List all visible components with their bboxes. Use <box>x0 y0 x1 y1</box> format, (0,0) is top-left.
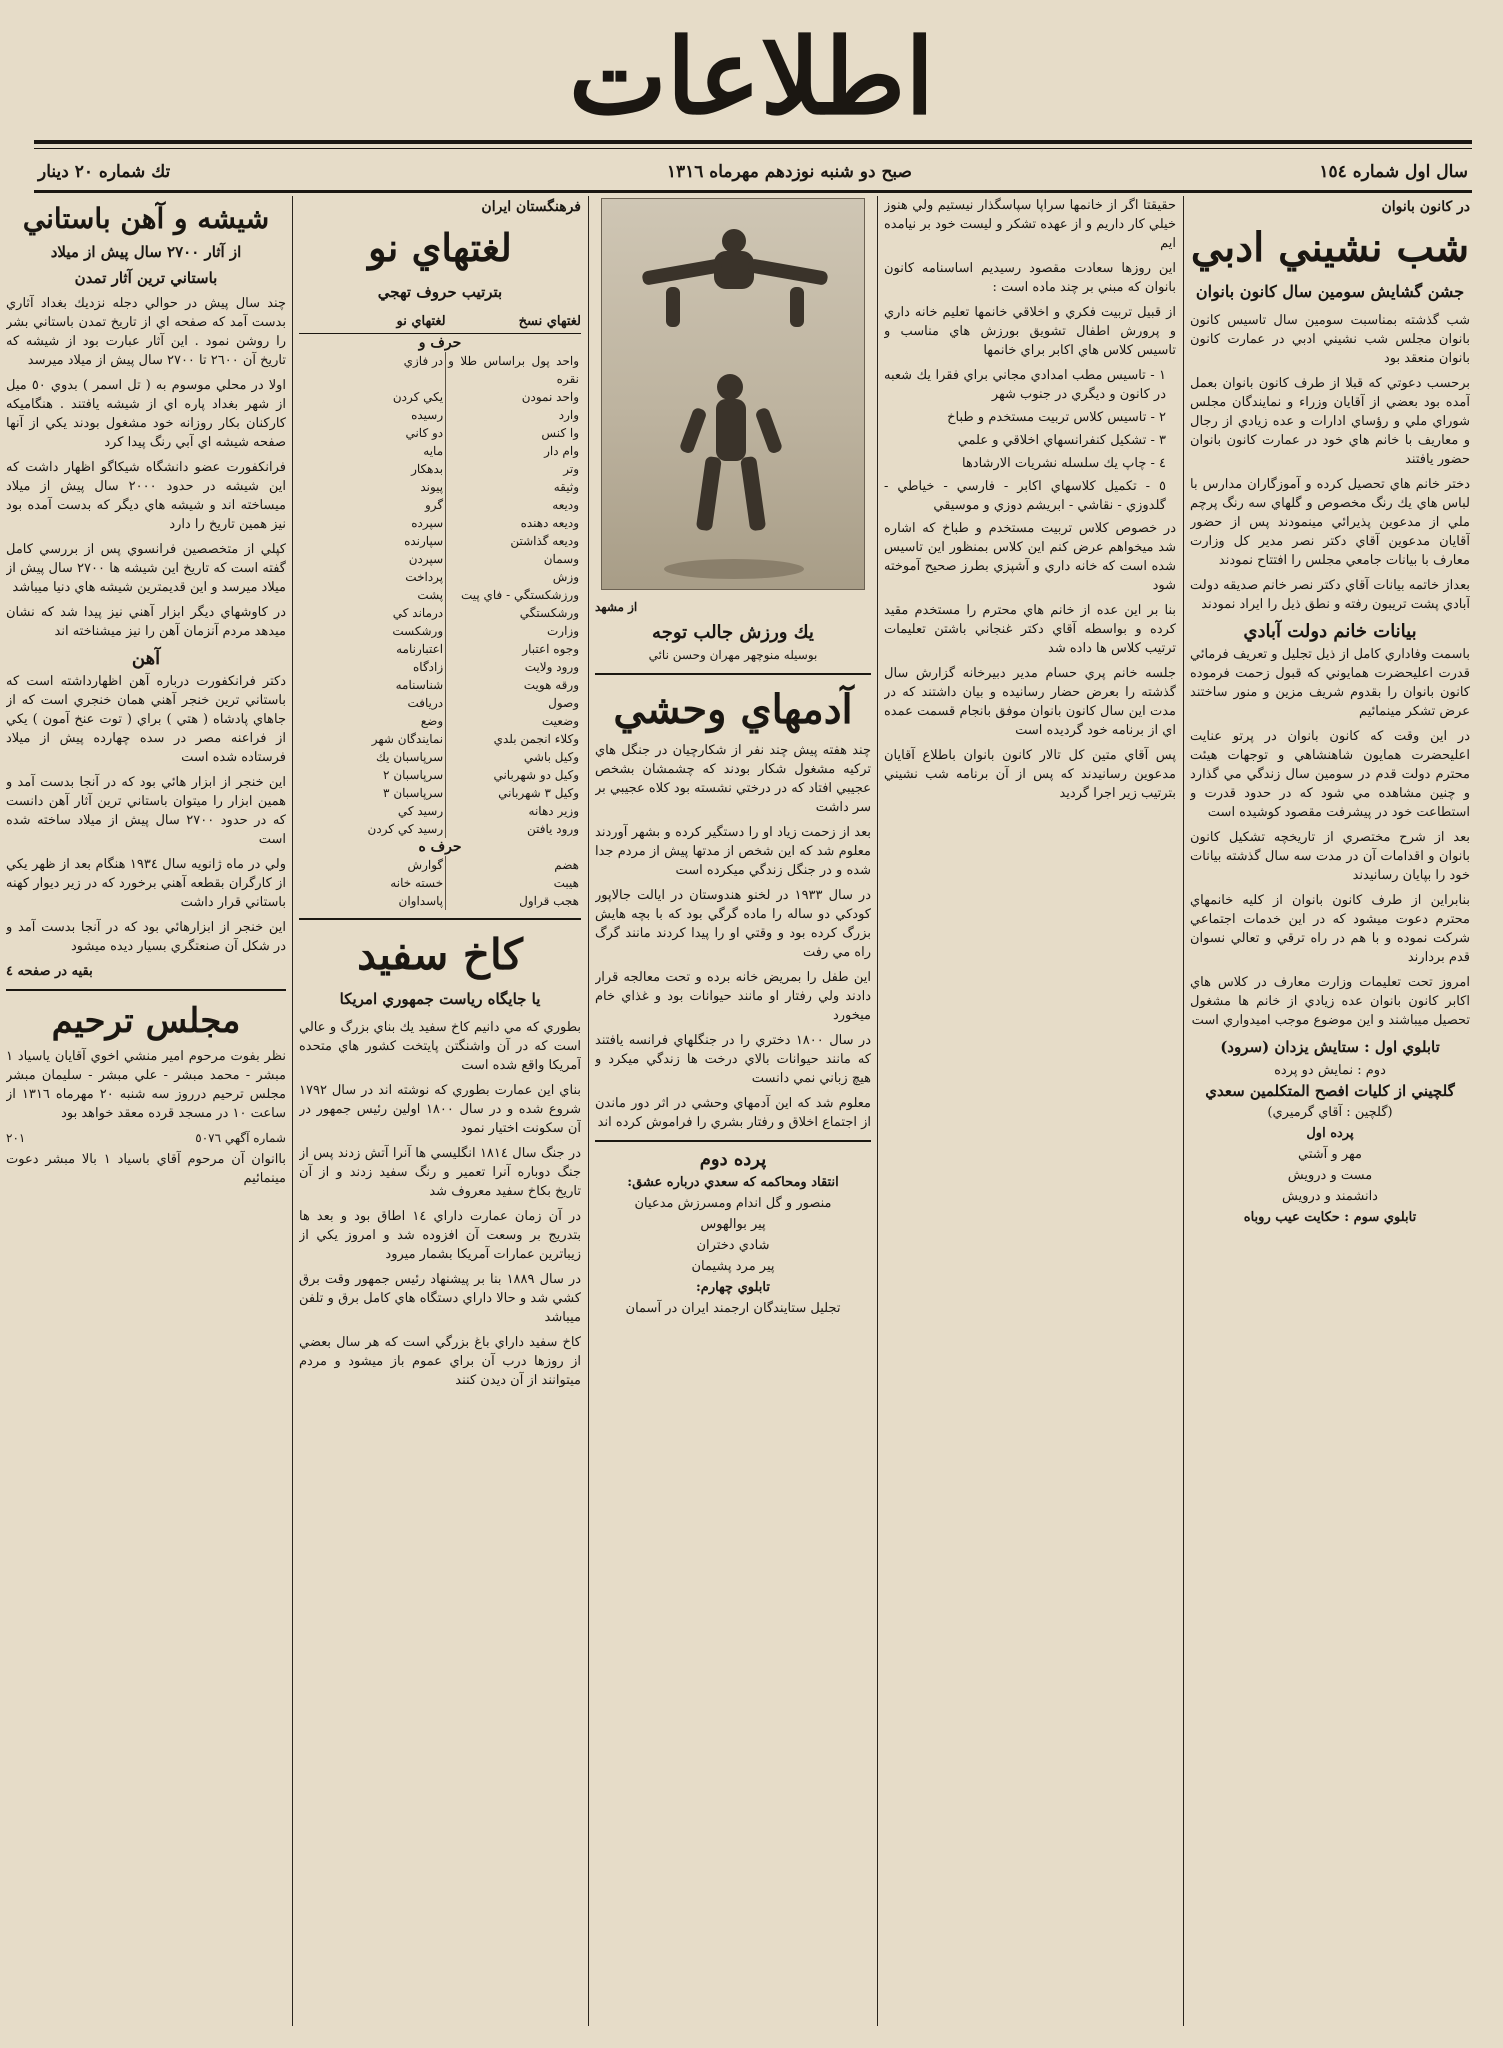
glossary-new-word: سرپاسبان يك <box>376 750 444 764</box>
article-paragraph: دختر خانم هاي تحصيل كرده و آموزگاران مدارس با لباس هاي يك رنگ مخصوص و گلهاي سه رنگ پرچم ملي از مدعوين پذيرائي مينمودند پس از حضور آقايان مدعوين آقاي دكتر نصر مدير كل وزارت معارف با بيانات جامعي مجلس را افتتاح نمودند <box>1190 477 1470 568</box>
glossary-section: حرف ه <box>418 839 462 855</box>
program-line: تابلوي سوم : حكايت عيب روباه <box>1243 1210 1417 1225</box>
article-paragraph: در جنگ سال ١٨١٤ انگليسي ها آنرا آتش زدند پس از جنگ دوباره آنرا تعمير و رنگ سفيد زدند و از آن تاريخ بكاخ سفيد معروف شد <box>299 1146 581 1199</box>
glossary-old-word: وا كنس <box>446 424 581 442</box>
glossary-old-word: وصول <box>446 694 581 712</box>
article-women-center <box>1190 196 1470 2026</box>
glossary-row <box>299 442 581 460</box>
article-subhead: يا جايگاه رياست جمهوري امريكا <box>339 990 541 1008</box>
program-line: دانشمند و درويش <box>1282 1189 1378 1204</box>
glossary-new-word: سرپاسبان ٢ <box>383 768 444 782</box>
obituary-title: مجلس ترحيم <box>51 1001 241 1041</box>
glossary-row <box>299 694 581 712</box>
program-line: شادي دختران <box>696 1238 770 1253</box>
article-paragraph: بناي اين عمارت بطوري كه نوشته اند در سال ١٧٩٢ شروع شده و در سال ١٨٠٠ اولين رئيس جمهور در آن سكونت اختيار نمود <box>299 1083 581 1136</box>
article-paragraph: بطوري كه مي دانيم كاخ سفيد يك بناي بزرگ و عالي است كه در آن واشنگتن پايتخت كشور هاي متحده آمريكا واقع شده است <box>299 1020 581 1073</box>
article-paragraph: كاخ سفيد داراي باغ بزرگي است كه هر سال بعضي از روزها درب آن براي عموم باز ميشود و مردم ميتوانند از آن ديدن كنند <box>299 1335 581 1388</box>
glossary-new-word: زادگاه <box>413 660 444 674</box>
program-line: پير مرد پشيمان <box>691 1259 775 1274</box>
glossary-row <box>299 568 581 586</box>
list-item: ١ - تاسيس مطب امدادي مجاني براي فقرا يك شعبه در كانون و ديگري در جنوب شهر <box>884 368 1166 402</box>
glossary-section: حرف و <box>418 335 462 351</box>
column-divider <box>588 196 589 2026</box>
glossary-old-word: وزش <box>446 568 581 586</box>
article-subhead: از آثار ٢٧٠٠ سال پيش از ميلاد <box>50 243 242 261</box>
article-women-center-continued <box>884 196 1176 2026</box>
glossary-new-word: نمايندگان شهر <box>371 732 444 746</box>
program-line: تجليل ستايندگان ارجمند ايران در آسمان <box>625 1301 841 1316</box>
continued-notice: بقيه در صفحه ٤ <box>6 964 93 979</box>
glossary-row <box>299 460 581 478</box>
glossary-old-word: واحد پول براساس طلا و نقره <box>446 352 581 388</box>
program-line: منصور و گل اندام ومسرزش مدعيان <box>634 1196 832 1211</box>
obituary-text: نظر بفوت مرحوم امير منشي اخوي آقايان ياسياد ۱ مبشر - محمد مبشر - علي مبشر - سليمان مبشر مجلس ترحيم درروز سه شنبه ٢٠ مهرماه ١٣١٦ از ساعت ١٠ در مسجد قرده معقد خواهد بود <box>6 1049 286 1121</box>
glossary-new-word: در فازي <box>403 354 444 368</box>
glossary-header-new: لغتهاي نو <box>299 311 446 334</box>
article-paragraph: بعد از زحمت زياد او را دستگير كرده و بشهر آوردند معلوم شد كه اين شخص از مدتها پيش از مردم جدا شده و در جنگل زندگي ميكرده است <box>595 825 871 878</box>
glossary-header-old: لغتهاي نسخ <box>446 311 581 334</box>
column-divider <box>1183 196 1184 2026</box>
glossary-new-word: اعتبارنامه <box>396 642 444 656</box>
article-paragraph: برحسب دعوتي كه قبلا از طرف كانون بانوان بعمل آمده بود بعضي از آقايان وزراء و نمايندگان مجلس شوراي ملي و رؤساي ادارات و عده زيادي از رجال و معاريف با خانم هاي خود در عمارت كانون بانوان حضور يافتند <box>1190 376 1470 467</box>
article-paragraph: در سال ١٩٣٣ در لخنو هندوستان در ايالت جالاپور كودكي دو ساله را ماده گرگي بود كه با بچه هايش بزرگ كرده بود و وقتي او را پيدا كردند مانند گرگ راه مي رفت <box>595 888 871 960</box>
program-title: پرده دوم <box>699 1149 767 1170</box>
glossary-row <box>299 730 581 748</box>
glossary-row <box>299 802 581 820</box>
glossary-row <box>299 874 581 892</box>
article-paragraph: جلسه خانم پري حسام مدير دبيرخانه گزارش سال گذشته را بعرض حضار رسانيده و بيان داشتند كه در مدت اين سال كانون بانوان موفق بانجام قسمت عمده اي از برنامه خود گرديده است <box>884 666 1176 738</box>
glossary-old-word: وزير دهانه <box>446 802 581 820</box>
program-line: انتقاد ومحاكمه كه سعدي درباره عشق: <box>627 1175 839 1190</box>
athletes-jump-illustration <box>602 199 864 589</box>
article-paragraph: كپلي از متخصصين فرانسوي پس از بررسي كامل گفته است كه تاريخ اين شيشه ها ٢٧٠٠ سال پيش از ميلاد ميرسد و اين قديمترين شيشه هاي دنيا ميباشد <box>6 542 286 595</box>
glossary-new-word: بدهكار <box>411 462 444 476</box>
glossary-old-word: وديعه <box>446 496 581 514</box>
glossary-old-word: وكيل باشي <box>446 748 581 766</box>
glossary-old-word: ورود ولايت <box>446 658 581 676</box>
article-paragraph: حقيقتا اگر از خانمها سراپا سپاسگذار نيستيم ولي هنوز خيلي كار داريم و از عهده تشكر و ليست خود بر نيامده ايم <box>884 198 1176 251</box>
glossary-row <box>299 550 581 568</box>
article-paragraph: در خصوص كلاس تربيت مستخدم و طباخ كه اشاره شد ميخواهم عرض كنم اين كلاس بمنظور اين تاسيس شده است كه خانه داري و آشپزي بطرز صحيح آموخته شود <box>884 521 1176 593</box>
article-paragraph: شب گذشته بمناسبت سومين سال تاسيس كانون بانوان مجلس شب نشيني ادبي در عمارت كانون بانوان منعقد بود <box>1190 313 1470 366</box>
program-title: تابلوي اول : ستايش يزدان (سرود) <box>1220 1038 1440 1056</box>
list-item: ٥ - تكميل كلاسهاي اكابر - فارسي - خياطي - گلدوزي - نقاشي - ابريشم دوزي و موسيقي <box>884 479 1166 513</box>
glossary-new-word: سپردن <box>408 552 444 566</box>
glossary-row <box>299 658 581 676</box>
article-headline: آدمهاي وحشي <box>613 686 853 733</box>
issue-price: تك شماره ٢٠ دينار <box>38 162 171 182</box>
article-paragraph: دكتر فرانكفورت درباره آهن اظهارداشته است كه باستاني ترين خنجر آهني همان خنجري است كه از جاهاي پادشاه ( هتي ) براي ( توت عنخ آمون ) يكي از فراعنه مصر در سده چهارده پيش از ميلاد فرستاده شده است <box>6 674 286 765</box>
article-paragraph: بعد از شرح مختصري از تاريخچه تشكيل كانون بانوان و اقدامات آن در مدت سه سال گذشته بيانات خود را بپايان رسانيدند <box>1190 830 1470 883</box>
glossary-old-word: وجوه اعتبار <box>446 640 581 658</box>
article-headline: شب نشيني ادبي <box>1190 224 1470 271</box>
glossary-row <box>299 892 581 910</box>
section-divider <box>595 673 871 675</box>
glossary-old-word: وكيل ٣ شهرباني <box>446 784 581 802</box>
article-paragraph: امروز تحت تعليمات وزارت معارف در كلاس هاي اكابر كانون بانوان عده زيادي از خانم ها مشغول تحصيل ميباشند و اين موضوع موجب اميدواري است <box>1190 975 1470 1028</box>
issue-date: صبح دو شنبه نوزدهم مهرماه ١٣١٦ <box>666 162 912 182</box>
article-paragraph: فرانكفورت عضو دانشگاه شيكاگو اظهار داشت كه اين شيشه در حدود ٢٠٠٠ سال پيش از ميلاد ميساخته اند و شيشه هاي ديگر كه بدست آمده بود نيز همين تاريخ را دارد <box>6 460 286 532</box>
article-new-words <box>299 196 581 2026</box>
glossary-old-word: وزارت <box>446 622 581 640</box>
glossary-row <box>299 856 581 874</box>
glossary-old-word: وكلاء انجمن بلدي <box>446 730 581 748</box>
glossary-old-word: ورود يافتن <box>446 820 581 838</box>
obituary-text: باانوان آن مرحوم آقاي باسياد ١ بالا مبشر دعوت مينمائيم <box>6 1152 286 1186</box>
list-item: ٤ - چاپ يك سلسله نشريات الارشادها <box>961 456 1166 471</box>
masthead-rule-top <box>34 140 1472 144</box>
issue-number: سال اول شماره ١٥٤ <box>1319 162 1468 182</box>
section-divider <box>299 918 581 920</box>
glossary-new-word: يكي كردن <box>392 390 444 404</box>
glossary-old-word: هجب قراول <box>446 892 581 910</box>
glossary-row <box>299 496 581 514</box>
section-divider <box>595 1140 871 1142</box>
program-line: مست و درويش <box>1287 1168 1373 1183</box>
masthead-rule-thin <box>34 148 1472 149</box>
glossary-old-word: وسمان <box>446 550 581 568</box>
glossary-new-word: وضع <box>420 714 444 728</box>
article-headline: كاخ سفيد <box>357 930 523 979</box>
glossary-old-word: وارد <box>446 406 581 424</box>
dateline <box>34 156 1472 190</box>
program-line: دوم : نمايش دو پرده <box>1274 1063 1386 1078</box>
glossary-old-word: وضعيت <box>446 712 581 730</box>
glossary-old-word: هيبت <box>446 874 581 892</box>
glossary-new-word: خسته خانه <box>390 876 444 890</box>
program-line: تابلوي چهارم: <box>695 1280 771 1295</box>
glossary-old-word: وتر <box>446 460 581 478</box>
glossary-new-word: پرداخت <box>405 570 444 584</box>
program-line: گلچيني از كليات افصح المتكلمين سعدي <box>1205 1082 1455 1100</box>
obituary-footer <box>6 1129 286 1148</box>
article-paragraph: بنابراين از طرف كانون بانوان از كليه خانمهاي محترم دعوت ميشود كه در اين خدمات اجتماعي شركت نموده و با هم در راه ترقي و تعالي نسوان قدم بردارند <box>1190 893 1470 965</box>
article-paragraph: در سال ١٨٨٩ بنا بر پيشنهاد رئيس جمهور وقت برق كشي شد و حالا داراي دستگاه هاي كامل برق و تلفن ميباشد <box>299 1272 581 1325</box>
glossary-new-word: سرپاسبان ٣ <box>383 786 444 800</box>
article-paragraph: در كاوشهاي ديگر ابزار آهني نيز پيدا شد كه نشان ميدهد مردم آنزمان آهن را نيز ميشناخته اند <box>6 605 286 639</box>
glossary-row <box>299 406 581 424</box>
article-headline: شيشه و آهن باستاني <box>22 202 270 235</box>
masthead-title: اطلاعات <box>568 15 935 138</box>
glossary-row <box>299 478 581 496</box>
article-headline: لغتهاي نو <box>368 225 512 270</box>
glossary-row <box>299 676 581 694</box>
photo-credit: بوسيله منوچهر مهران وحسن نائي <box>648 648 818 662</box>
ad-code: ٢٠١ <box>6 1131 26 1145</box>
glossary-old-word: وام دار <box>446 442 581 460</box>
glossary-new-word: ورشكست <box>392 624 444 638</box>
glossary-new-word: پشت <box>417 588 444 602</box>
article-paragraph: اولا در محلي موسوم به ( تل اسمر ) بدوي ٥٠ ميل از شهر بغداد پاره اي از شيشه يافتند . هنگاميكه كاركنان بكار روزانه خود مشغول بودند يكي از آنها صفحه شيشه اي آبي رنگ پيدا كرد <box>6 378 286 450</box>
article-paragraph: باسمت وفاداري كامل از ذيل تجليل و تعريف فرمائي قدرت اعليحضرت همايوني كه قبول زحمت فرموده كانون بانوان را بقدوم شريف مزين و منور ساختند عرض تشكر مينمائيم <box>1190 647 1470 719</box>
glossary-new-word: گرو <box>425 498 444 512</box>
glossary-new-word: رسيد كي <box>397 804 444 818</box>
article-kicker: فرهنگستان ايران <box>481 199 581 215</box>
glossary-old-word: واحد نمودن <box>446 388 581 406</box>
glossary-old-word: وكيل دو شهرباني <box>446 766 581 784</box>
glossary-old-word: هضم <box>446 856 581 874</box>
article-paragraph: چند سال پيش در حوالي دجله نزديك بغداد آثاري بدست آمد كه صفحه اي از تاريخ تمدن باستاني بشر را روشن نمود . اين آثار عبارت بود از شيشه كه تاريخ آن ٢٦٠٠ تا ٢٧٠٠ سال پيش از ميلاد ميرسد <box>6 296 286 368</box>
article-subhead: جشن گشايش سومين سال كانون بانوان <box>1195 282 1465 301</box>
article-paragraph: معلوم شد كه اين آدمهاي وحشي در اثر دور ماندن از اجتماع اخلاق و رفتار بشري را فراموش كرده اند <box>595 1096 871 1130</box>
glossary-row <box>299 352 581 388</box>
column-divider <box>877 196 878 2026</box>
athletes-photo <box>601 198 865 590</box>
glossary-row <box>299 640 581 658</box>
glossary-row <box>299 532 581 550</box>
glossary-row <box>299 622 581 640</box>
glossary-row <box>299 514 581 532</box>
glossary-row <box>299 586 581 604</box>
article-kicker: در كانون بانوان <box>1381 199 1470 215</box>
photo-location: از مشهد <box>595 600 638 614</box>
glossary-old-word: ورشكستگي <box>446 604 581 622</box>
article-paragraph: در آن زمان عمارت داراي ١٤ اطاق بود و بعد ها بتدريج بر وسعت آن افزوده شد و امروز يكي از زيباترين عمارات آمريكا بشمار ميرود <box>299 1209 581 1262</box>
article-paragraph: پس آقاي متين كل تالار كانون بانوان باطلاع آقايان مدعوين رسانيدند كه پس از آن برنامه شب نشيني بترتيب زير اجرا گرديد <box>884 748 1176 801</box>
article-paragraph: اين طفل را بمريض خانه برده و تحت معالجه قرار دادند ولي رفتار او مانند حيوانات بود و غذاي خام ميخورد <box>595 970 871 1023</box>
glossary-new-word: دريافت <box>407 696 444 710</box>
list-item: ٢ - تاسيس كلاس تربيت مستخدم و طباخ <box>947 410 1166 425</box>
glossary-table <box>299 311 581 910</box>
glossary-new-word: پيوند <box>420 480 444 494</box>
glossary-row <box>299 748 581 766</box>
program-line: پرده اول <box>1306 1126 1354 1141</box>
article-wild-men <box>595 196 871 2026</box>
glossary-new-word: سپارنده <box>404 534 444 548</box>
article-subhead: بترتيب حروف تهجي <box>377 283 503 301</box>
glossary-new-word: دو كاني <box>405 426 444 440</box>
glossary-old-word: وديعه گذاشتن <box>446 532 581 550</box>
glossary-new-word: پاسداوان <box>398 894 444 908</box>
glossary-new-word: گوارش <box>407 858 444 872</box>
dateline-rule <box>34 190 1472 193</box>
glossary-old-word: وثيقه <box>446 478 581 496</box>
article-subhead: باستاني ترين آثار تمدن <box>74 269 218 287</box>
article-paragraph: اين خنجر از ابزارهائي بود كه در آنجا بدست آمد و در شكل آن صنعتگري بسيار ديده ميشود <box>6 920 286 954</box>
article-paragraph: بنا بر اين عده از خانم هاي محترم را مستخدم مقيد كرده و بواسطه آقاي دكتر غنجاني باشتن تعليمات ترتيب كلاس ها داده شد <box>884 603 1176 656</box>
speech-heading: بيانات خانم دولت آبادي <box>1243 621 1417 642</box>
article-paragraph: اين خنجر از ابزار هائي بود كه در آنجا بدست آمد و همين ابزار را ميتوان باستاني ترين آثار آهن دانست كه در حدود ٢٧٠٠ سال پيش از ميلاد ساخته شده است <box>6 775 286 847</box>
program-line: (گلچين : آقاي گرميري) <box>1267 1105 1393 1120</box>
program-line: پير بوالهوس <box>700 1217 766 1232</box>
article-paragraph: اين روزها سعادت مقصود رسيديم اساسنامه كانون بانوان كه مبني بر چند ماده است : <box>884 261 1176 295</box>
glossary-new-word: رسيد كي كردن <box>367 822 444 836</box>
glossary-new-word: مايه <box>423 444 444 458</box>
glossary-row <box>299 388 581 406</box>
glossary-new-word: شناسنامه <box>395 678 444 692</box>
article-paragraph: از قبيل تربيت فكري و اخلاقي خانمها تعليم خانه داري و پرورش اطفال تشويق بورزش هاي مناسب و تاسيس كلاس هاي اكابر براي خانمها <box>884 305 1176 358</box>
section-heading: آهن <box>131 648 161 669</box>
article-paragraph: ولي در ماه ژانويه سال ١٩٣٤ هنگام بعد از ظهر يكي از كارگران بقطعه آهني برخورد كه در زير ديوار كهنه باستاني قرار داشت <box>6 857 286 910</box>
glossary-row <box>299 424 581 442</box>
photo-title: يك ورزش جالب توجه <box>652 622 814 643</box>
article-paragraph: چند هفته پيش چند نفر از شكارچيان در جنگل هاي تركيه مشغول شكار بودند كه چشمشان بشخص عجيبي افتاد كه در درختي نشسته بود كلاه عجيبي بر سر داشت <box>595 743 871 815</box>
article-paragraph: در اين وقت كه كانون بانوان در پرتو عنايت اعليحضرت همايون شاهنشاهي و توجهات هيئت محترم دولت قدم در سومين سال زندگي مي گذارد و چنين مشاهده مي شود كه در حدود قدرت و استطاعت خود در پيشرفت مقصود كوشيده است <box>1190 729 1470 820</box>
list-item: ٣ - تشكيل كنفرانسهاي اخلاقي و علمي <box>957 433 1166 448</box>
glossary-row <box>299 820 581 838</box>
glossary-new-word: درماند كي <box>392 606 444 620</box>
article-paragraph: در سال ١٨٠٠ دختري را در جنگلهاي فرانسه يافتند كه مانند حيوانات بالاي درخت ها زندگي ميكرد و هيچ زباني نمي دانست <box>595 1033 871 1086</box>
glossary-old-word: وديعه دهنده <box>446 514 581 532</box>
glossary-row <box>299 766 581 784</box>
program-line: مهر و آشتي <box>1298 1147 1362 1162</box>
glossary-row <box>299 712 581 730</box>
glossary-old-word: ورقه هويت <box>446 676 581 694</box>
ad-number: شماره آگهي ٥٠٧٦ <box>195 1131 286 1145</box>
glossary-row <box>299 784 581 802</box>
column-divider <box>292 196 293 2026</box>
glossary-new-word: سپرده <box>411 516 444 530</box>
glossary-old-word: ورزشكستگي - فاي پيت <box>446 586 581 604</box>
glossary-new-word: رسيده <box>411 408 444 422</box>
article-ancient-glass <box>6 196 286 2026</box>
section-divider <box>6 989 286 991</box>
article-paragraph: بعداز خاتمه بيانات آقاي دكتر نصر خانم صديقه دولت آبادي پشت تريبون رفته و نطق ذيل را ايراد نمودند <box>1190 578 1470 612</box>
glossary-row <box>299 604 581 622</box>
